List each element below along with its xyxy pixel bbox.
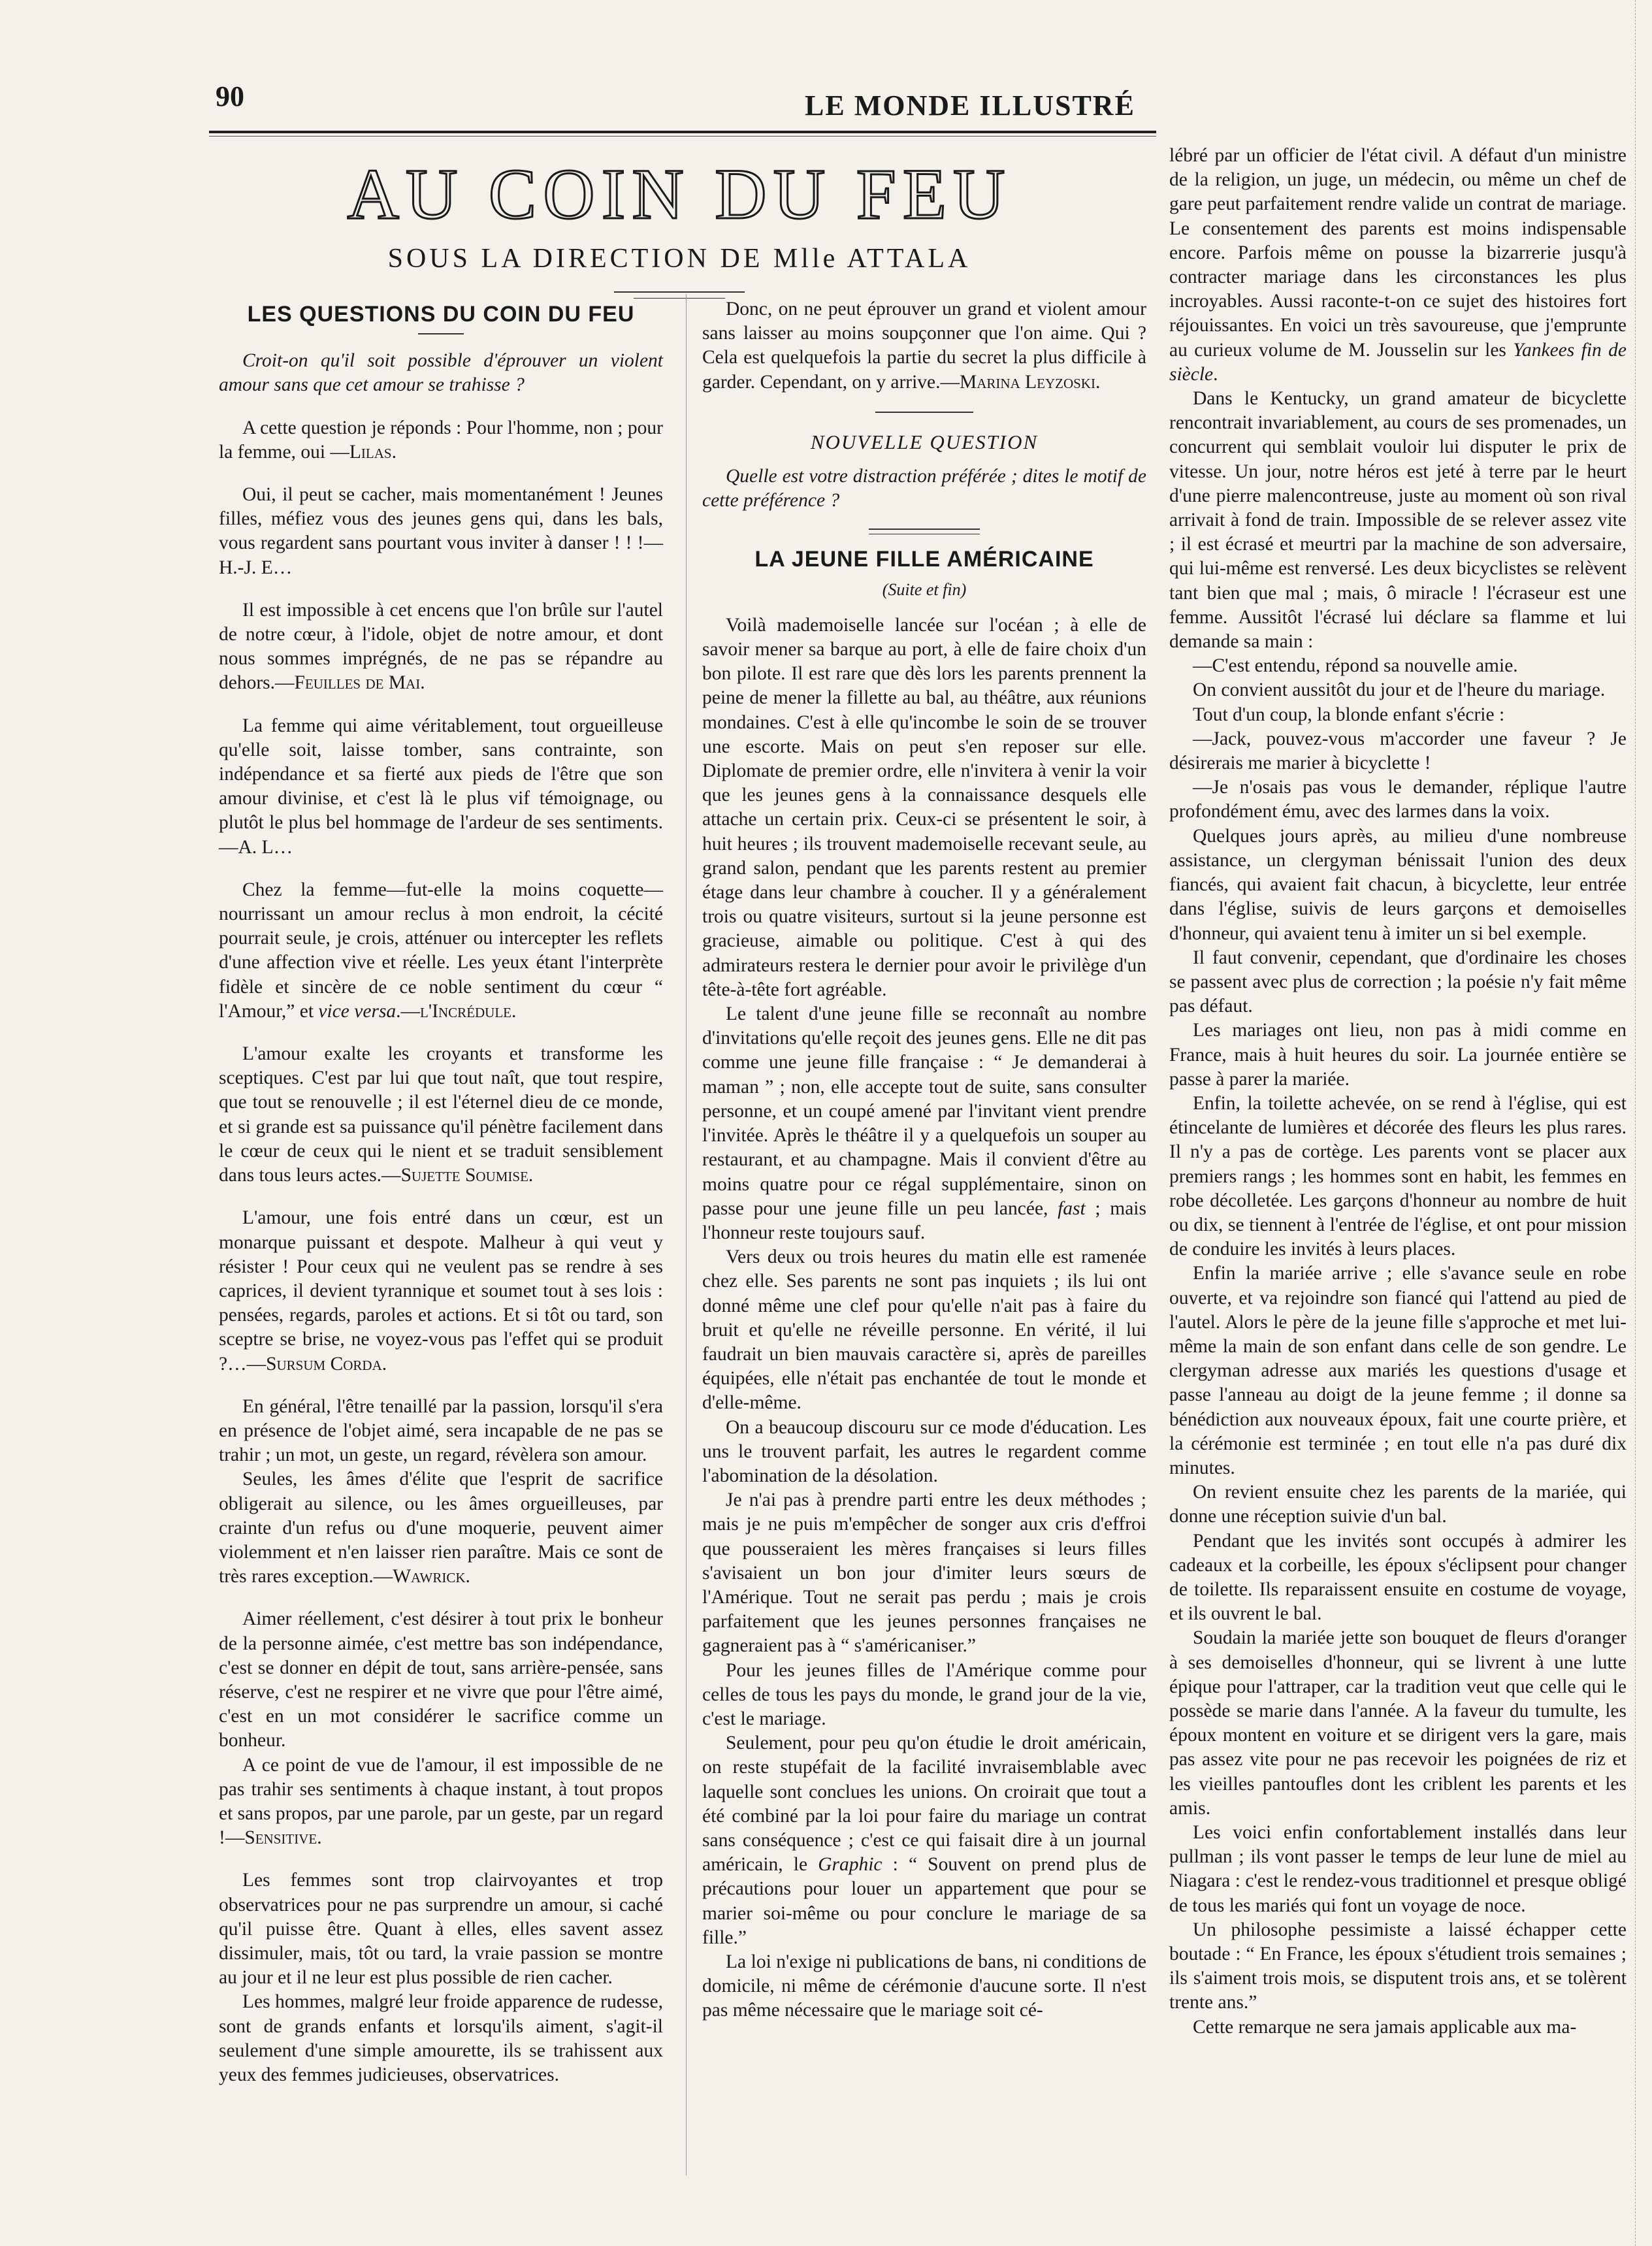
article-paragraph: Tout d'un coup, la blonde enfant s'écrie :	[1193, 704, 1505, 725]
answer-paragraph: Oui, il peut se cacher, mais momentanément ! Jeunes filles, méfiez vous des jeunes gens qui, dans les bals, vous regardent sans pourtant vous inviter à danser ! ! !—H.-J. E…	[219, 484, 663, 578]
article-paragraph: —Jack, pouvez-vous m'accorder une faveur ? Je désirerais me marier à bicyclette !	[1169, 728, 1627, 774]
article-paragraph: Seulement, pour peu qu'on étudie le droit américain, on reste stupéfait de la facilité invraisemblable avec laquelle sont conclues les unions. On croirait que tout a été combiné par la loi pour faire du mariage un contrat sans conséquence ; c'est ce qui faisait dire à un journal américain, le Graphic : “ Souvent on prend plus de précautions pour louer un appartement que pour se marier soi-même ou pour conclure le mariage de sa fille.”	[702, 1733, 1147, 1948]
article-subheading: (Suite et fin)	[882, 579, 967, 599]
header-rule-thin	[209, 136, 1156, 137]
answer-paragraph: Les femmes sont trop clairvoyantes et trop observatrices pour ne pas surprendre un amour, si caché qu'il puisse être. Quant à elles, elles savent assez dissimuler, mais, tôt ou tard, la vraie passion se montre au jour et il ne leur est plus possible de rien cacher.	[219, 1870, 663, 1989]
signature: Sujette Soumise.	[400, 1165, 534, 1186]
signature: Sursum Corda.	[266, 1353, 387, 1375]
answer-paragraph: L'amour, une fois entré dans un cœur, est un monarque puissant et despote. Malheur à qui veut y résister ! Pour ceux qui ne veulent pas se rendre à ses caprices, il devient tyrannique et soumet tout à ses lois : pensées, regards, paroles et actions. Et si tôt ou tard, son sceptre se brise, ne voyez-vous pas l'effet qui se produit ?…—Sursum Corda.	[219, 1207, 663, 1375]
answer-paragraph: En général, l'être tenaillé par la passion, lorsqu'il s'era en présence de l'objet aimé, sera incapable de ne pas se trahir ; un mot, un geste, un regard, révèlera son amour.	[219, 1395, 663, 1466]
article-paragraph: Dans le Kentucky, un grand amateur de bicyclette rencontrait invariablement, au cours de ses promenades, un concurrent qui semblait vouloir lui disputer le prix de vitesse. Un jour, notre héros est jeté à terre par le heurt d'une pierre malencontreuse, juste au moment où son rival arrivait à fond de train. Impossible de se relever assez vite ; il est écrasé et meurtri par la machine de son adversaire, qui lui-même est renversé. Les deux bicyclistes se relèvent tant bien que mal ; mais, ô miracle ! l'écraseur est une femme. Aussitôt l'écrasé lui déclare sa flamme et lui demande sa main :	[1169, 388, 1627, 653]
answer-paragraph: Il est impossible à cet encens que l'on brûle sur l'autel de notre cœur, à l'idole, objet de notre amour, et dont nous sommes imprégnés, de ne pas se répandre au dehors.—Feuilles de Mai.	[219, 599, 663, 694]
article-paragraph: La loi n'exige ni publications de bans, ni conditions de domicile, ni même de cérémonie d'aucune sorte. Il n'est pas même nécessaire que le mariage soit cé-	[702, 1951, 1146, 2021]
section-rule	[875, 412, 973, 413]
article-paragraph: Enfin la mariée arrive ; elle s'avance seule en robe ouverte, et va rejoindre son fiancé qui l'attend au pied de l'autel. Alors le père de la jeune fille s'approche et met lui-même la main de son enfant dans celle de son gendre. Le clergyman adresse aux mariés les questions d'usage et passe l'anneau au doigt de la jeune femme ; il donne sa bénédiction aux nouveaux époux, fait une courte prière, et la cérémonie est terminée ; en tout elle n'a pas duré dix minutes.	[1169, 1263, 1627, 1478]
journal-title: LE MONDE ILLUSTRÉ	[805, 90, 1135, 122]
short-rule	[418, 333, 464, 334]
article-paragraph: Les voici enfin confortablement installés dans leur pullman ; ils vont passer le temps de leur lune de miel au Niagara : c'est le rendez-vous traditionnel et presque obligé de tous les mariés qui font un voyage de noce.	[1169, 1822, 1627, 1916]
article-paragraph: Enfin, la toilette achevée, on se rend à l'église, qui est étincelante de lumières et décorée des fleurs les plus rares. Il n'y a pas de cortège. Les parents vont se placer aux premiers rangs ; les hommes sont en habit, les femmes en robe décolletée. Les garçons d'honneur au nombre de huit ou dix, se tiennent à l'entrée de l'église, et ont pour mission de conduire les invités à leurs places.	[1169, 1092, 1627, 1260]
article-paragraph: On a beaucoup discouru sur ce mode d'éducation. Les uns le trouvent parfait, les autres le regardent comme l'abomination de la désolation.	[702, 1416, 1146, 1486]
article-paragraph: Pour les jeunes filles de l'Amérique comme pour celles de tous les pays du monde, le grand jour de la vie, c'est le mariage.	[702, 1659, 1146, 1729]
article-paragraph: On convient aussitôt du jour et de l'heure du mariage.	[1193, 679, 1606, 701]
article-heading: LA JEUNE FILLE AMÉRICAINE	[754, 547, 1094, 572]
banner-divider	[614, 291, 745, 293]
signature: Lilas.	[349, 441, 397, 463]
article-paragraph: —Je n'osais pas vous le demander, réplique l'autre profondément ému, avec des larmes dans la voix.	[1169, 777, 1627, 822]
answer-paragraph: A ce point de vue de l'amour, il est impossible de ne pas trahir ses sentiments à chaque instant, à tout propos et sans propos, par une parole, par un geste, par un regard !—Sensitive.	[219, 1754, 663, 1849]
article-paragraph: Cette remarque ne sera jamais applicable aux ma-	[1193, 2016, 1577, 2038]
answer-paragraph: Seules, les âmes d'élite que l'esprit de sacrifice obligerait au silence, ou les âmes orgueilleuses, par crainte d'un refus ou d'une moquerie, peuvent aimer violemment et n'en laisser rien paraître. Mais ce sont de très rares exception.—Wawrick.	[219, 1469, 663, 1587]
section-subtitle: SOUS LA DIRECTION DE Mlle ATTALA	[387, 244, 971, 274]
answer-paragraph: L'amour exalte les croyants et transforme les sceptiques. C'est par lui que tout naît, que tout respire, que tout se renouvelle ; il est l'éternel dieu de ce monde, et si grande est sa puissance qu'il pénètre facilement dans le cœur de ceux qui le nient et se traduit sensiblement dans tous leurs actes.—Sujette Soumise.	[219, 1043, 663, 1186]
signature: Marina Leyzoski.	[960, 371, 1101, 393]
question-text: Croit-on qu'il soit possible d'éprouver un violent amour sans que cet amour se trahisse ?	[219, 350, 663, 396]
column-1	[219, 297, 663, 2087]
signature: Wawrick.	[393, 1566, 470, 1587]
answer-paragraph: A cette question je réponds : Pour l'homme, non ; pour la femme, oui —Lilas.	[219, 417, 663, 463]
article-paragraph: On revient ensuite chez les parents de la mariée, qui donne une réception suivie d'un bal.	[1169, 1482, 1627, 1527]
answer-paragraph: Les hommes, malgré leur froide apparence de rudesse, sont de grands enfants et lorsqu'ils aiment, s'agit-il seulement d'une simple amourette, ils se trahissent aux yeux des femmes judicieuses, observatrices.	[219, 1991, 663, 2085]
article-heading: LES QUESTIONS DU COIN DU FEU	[247, 302, 635, 327]
signature: Sensitive.	[244, 1827, 322, 1849]
signature: Feuilles de Mai.	[294, 672, 425, 694]
ornamental-rule	[869, 529, 980, 534]
article-paragraph: Voilà mademoiselle lancée sur l'océan ; à elle de savoir mener sa barque au port, à elle de faire choix d'un bon pilote. Il est rare que dès lors les parents prennent la peine de mener la fillette au bal, au théâtre, aux réunions mondaines. C'est à elle qu'incombe le soin de se trouver une escorte. Mais on peut s'en reposer sur elle. Diplomate de premier ordre, elle n'invitera à venir la voir que les jeunes gens à la connaissance desquels elle attache un certain prix. Ceux-ci se présentent le soir, à huit heures ; ils trouvent mademoiselle recevant seule, au grand salon, pendant que les parents restent au premier étage dans leur chambre à coucher. Il y a généralement trois ou quatre visiteurs, surtout si la jeune personne est gracieuse, aimable ou politique. C'est à qui des admirateurs restera le dernier pour avoir le privilège d'un tête-à-tête fort agréable.	[702, 614, 1146, 1000]
header-rule	[209, 131, 1156, 133]
column-2	[702, 297, 1146, 2023]
article-paragraph: Il faut convenir, cependant, que d'ordinaire les choses se passent avec plus de correction ; la poésie n'y fait même pas défaut.	[1169, 947, 1627, 1017]
column-3	[1169, 144, 1627, 2040]
article-paragraph: Soudain la mariée jette son bouquet de fleurs d'oranger à ses demoiselles d'honneur, qui se livrent à une lutte épique pour l'attraper, car la tradition veut que celle qui le possède se marie dans l'année. A la faveur du tumulte, les époux montent en voiture et se dirigent vers la gare, mais pas assez vite pour ne pas recevoir les poignées de riz et les vieilles pantoufles dont les criblent les parents et les amis.	[1169, 1627, 1627, 1819]
section-banner	[216, 152, 1143, 299]
new-question-heading: NOUVELLE QUESTION	[810, 430, 1039, 453]
page-edge	[1635, 0, 1636, 2246]
article-paragraph: Vers deux ou trois heures du matin elle est ramenée chez elle. Ses parents ne sont pas inquiets ; ils lui ont donné même une clef pour qu'elle n'ait pas à faire du bruit et qu'elle ne réveille personne. En vérité, il lui faudrait un bien mauvais caractère si, après de pareilles équipées, elle n'était pas enchantée de tout le monde et d'elle-même.	[702, 1246, 1146, 1414]
article-paragraph: lébré par un officier de l'état civil. A défaut d'un ministre de la religion, un juge, un médecin, ou même un chef de gare peut parfaitement rendre valide un contrat de mariage. Le consentement des parents est moins indispensable encore. Parfois même on pousse la bizarrerie jusqu'à contracter mariage dans les circonstances les plus incroyables. Aussi raconte-t-on ce sujet des histoires fort réjouissantes. En voici un très savoureuse, que j'emprunte au curieux volume de M. Jousselin sur les Yankees fin de siècle.	[1169, 145, 1627, 385]
section-title: AU COIN DU FEU	[347, 154, 1012, 234]
article-paragraph: —C'est entendu, répond sa nouvelle amie.	[1193, 655, 1518, 677]
new-question-text: Quelle est votre distraction préférée ; dites le motif de cette préférence ?	[702, 466, 1146, 512]
answer-paragraph: Donc, on ne peut éprouver un grand et violent amour sans laisser au moins soupçonner que l'on aime. Qui ? Cela est quelquefois la partie du secret la plus difficile à garder. Cependant, on y arrive.—Marina Leyzoski.	[702, 299, 1146, 393]
column-divider	[686, 294, 687, 2175]
article-paragraph: Un philosophe pessimiste a laissé échapper cette boutade : “ En France, les époux s'étudient trois semaines ; ils s'aiment trois mois, se disputent trois ans, et se tolèrent trente ans.”	[1169, 1919, 1627, 2013]
article-paragraph: Pendant que les invités sont occupés à admirer les cadeaux et la corbeille, les époux s'éclipsent pour changer de toilette. Ils reparaissent ensuite en costume de voyage, et ils ouvrent le bal.	[1169, 1530, 1627, 1625]
signature: l'Incrédule.	[420, 1000, 517, 1022]
article-paragraph: Je n'ai pas à prendre parti entre les deux méthodes ; mais je ne puis m'empêcher de songer aux cris d'effroi que pousseraient les mères françaises si leurs filles s'avisaient un bon jour d'imiter leurs sœurs de l'Amérique. Tout ne serait pas perdu ; mais je crois parfaitement que les jeunes personnes françaises ne gagneraient pas à “ s'américaniser.”	[702, 1489, 1146, 1657]
article-paragraph: Quelques jours après, au milieu d'une nombreuse assistance, un clergyman bénissait l'union des deux fiancés, qui avaient fait chacun, à bicyclette, leur entrée dans l'église, suivis de leurs garçons et demoiselles d'honneur, qui avaient tenu à imiter un si bel exemple.	[1169, 825, 1627, 944]
answer-paragraph: La femme qui aime véritablement, tout orgueilleuse qu'elle soit, laisse tomber, sans contrainte, son indépendance et sa fierté aux pieds de l'être que son amour divinise, et c'est là le plus vif témoignage, ou plutôt le plus bel hommage de l'ardeur de ses sentiments.—A. L…	[219, 715, 663, 858]
answer-paragraph: Aimer réellement, c'est désirer à tout prix le bonheur de la personne aimée, c'est mettre bas son indépendance, c'est se donner en dépit de tout, sans arrière-pensée, sans réserve, c'est ne respirer et ne vivre que pour l'être aimé, c'est en un mot considérer le sacrifice comme un bonheur.	[219, 1608, 663, 1751]
page-number: 90	[216, 80, 244, 112]
answer-paragraph: Chez la femme—fut-elle la moins coquette—nourrissant un amour reclus à mon endroit, la cécité pourrait seule, je crois, atténuer ou intercepter les reflets d'une affection vive et réelle. Les yeux étant l'interprète fidèle et sincère de ce noble sentiment du cœur “ l'Amour,” et vice versa.—l'Incrédule.	[219, 879, 663, 1022]
article-paragraph: Le talent d'une jeune fille se reconnaît au nombre d'invitations qu'elle reçoit des jeunes gens. Elle ne dit pas comme une jeune fille française : “ Je demanderai à maman ” ; non, elle accepte tout de suite, sans consulter personne, et un coupé amené par l'invitant vient prendre l'invitée. Après le théâtre il y a quelquefois un souper au restaurant, et au champagne. Mais il convient d'être au moins quatre pour ce régal supplémentaire, sinon on passe pour une jeune fille un peu lancée, fast ; mais l'honneur reste toujours sauf.	[702, 1003, 1146, 1243]
article-paragraph: Les mariages ont lieu, non pas à midi comme en France, mais à huit heures du soir. La journée entière se passe à parer la mariée.	[1169, 1020, 1627, 1090]
